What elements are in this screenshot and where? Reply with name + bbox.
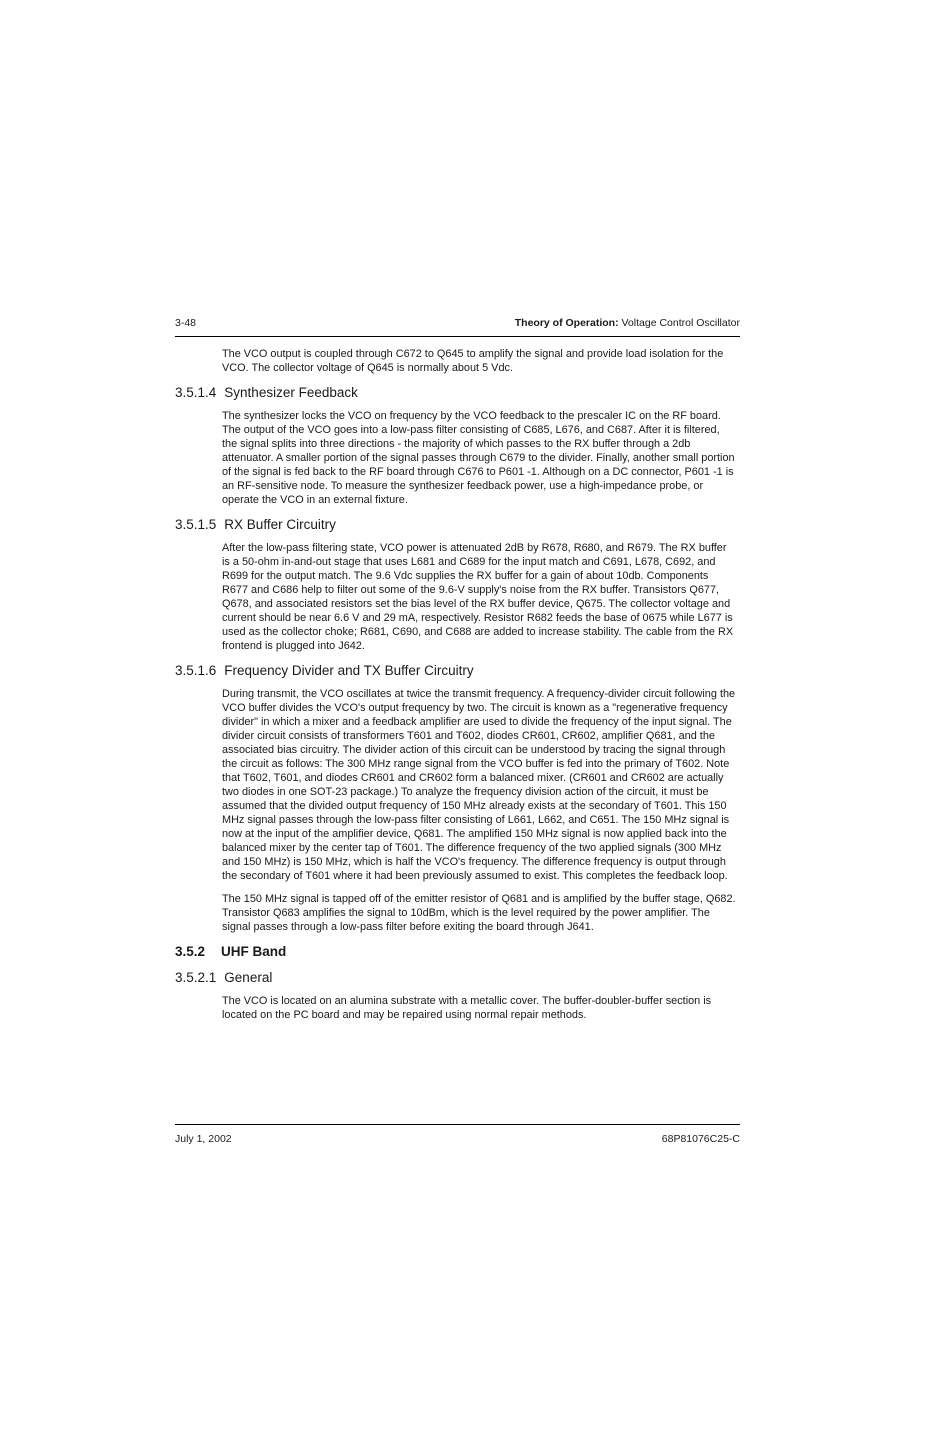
- section-title: Frequency Divider and TX Buffer Circuitry: [224, 663, 474, 678]
- synthesizer-feedback-paragraph: The synthesizer locks the VCO on frequency by the VCO feedback to the prescaler IC on the RF board. The output of the VCO goes into a low-pass filter consisting of C685, L676, and C687. After it is filtered, the signal splits into three directions - the majority of which passes to the RX buffer through a 2db attenuator. A smaller portion of the signal passes through C679 to the divider. Finally, another small portion of the signal is fed back to the RF board through C676 to P601 -1. Although on a DC connector, P601 -1 is an RF-sensitive node. To measure the synthesizer feedback power, use a high-impedance probe, or operate the VCO in an external fixture.: [222, 410, 735, 506]
- heading-general: [175, 970, 740, 986]
- frequency-divider-paragraph-2: The 150 MHz signal is tapped off of the emitter resistor of Q681 and is amplified by the buffer stage, Q682. Transistor Q683 amplifies the signal to 10dBm, which is the level required by the power amplifier. The signal passes through a low-pass filter before exiting the board through J641.: [222, 893, 736, 933]
- section-title: Synthesizer Feedback: [224, 385, 358, 400]
- section-title: RX Buffer Circuitry: [224, 517, 336, 532]
- page-footer: [175, 1124, 740, 1147]
- section-title: UHF Band: [221, 944, 287, 959]
- section-number: 3.5.2.1: [175, 970, 217, 985]
- frequency-divider-paragraph-1: During transmit, the VCO oscillates at twice the transmit frequency. A frequency-divider circuit following the VCO buffer divides the VCO's output frequency by two. The circuit is known as a "regenerative frequency divider" in which a mixer and a feedback amplifier are used to divide the frequency of the input signal. The divider circuit consists of transformers T601 and T602, diodes CR601, CR602, amplifier Q681, and the associated bias circuitry. The divider action of this circuit can be understood by tracing the signal through the circuit as follows: The 300 MHz range signal from the VCO buffer is fed into the primary of T602. Note that T602, T601, and diodes CR601 and CR602 form a balanced mixer. (CR601 and CR602 are actually two diodes in one SOT-23 package.) To analyze the frequency division action of the circuit, it must be assumed that the divided output frequency of 150 MHz already exists at the secondary of T601. This 150 MHz signal passes through the low-pass filter consisting of L661, L662, and C651. The 150 MHz signal is now at the input of the amplifier device, Q681. The amplified 150 MHz signal is now applied back into the balanced mixer by the center tap of T601. The difference frequency of the two applied signals (300 MHz and 150 MHz) is 150 MHz, which is half the VCO's frequency. The difference frequency is output through the secondary of T601 where it had been previously assumed to exist. This completes the feedback loop.: [222, 688, 736, 882]
- page-content: [175, 347, 740, 1031]
- running-title-rest: Voltage Control Oscillator: [618, 317, 740, 329]
- document-number: 68P81076C25-C: [661, 1133, 740, 1145]
- section-number: 3.5.1.4: [175, 385, 217, 400]
- section-number: 3.5.2: [175, 944, 206, 959]
- heading-rx-buffer: [175, 517, 740, 533]
- page-number: 3-48: [175, 317, 197, 329]
- heading-frequency-divider: [175, 663, 740, 679]
- heading-synthesizer-feedback: [175, 385, 740, 401]
- section-number: 3.5.1.6: [175, 663, 217, 678]
- general-paragraph: The VCO is located on an alumina substrate with a metallic cover. The buffer-doubler-buffer section is located on the PC board and may be repaired using normal repair methods.: [222, 995, 712, 1021]
- section-title: General: [224, 970, 273, 985]
- page-header: [175, 316, 740, 337]
- publication-date: July 1, 2002: [175, 1133, 232, 1145]
- running-title-bold: Theory of Operation:: [514, 317, 619, 329]
- heading-uhf-band: [175, 944, 740, 960]
- rx-buffer-paragraph: After the low-pass filtering state, VCO power is attenuated 2dB by R678, R680, and R679. The RX buffer is a 50-ohm in-and-out stage that uses L681 and C689 for the input match and C691, L678, C692, and R699 for the output match. The 9.6 Vdc supplies the RX buffer for a gain of about 10db. Components R677 and C686 help to filter out some of the 9.6-V supply's noise from the RX buffer. Transistors Q677, Q678, and associated resistors set the bias level of the RX buffer device, Q675. The collector voltage and current should be near 6.6 V and 29 mA, respectively. Resistor R682 feeds the base of 0675 while L677 is used as the collector choke; R681, C690, and C688 are added to increase stability. The cable from the RX frontend is plugged into J642.: [222, 542, 734, 652]
- section-number: 3.5.1.5: [175, 517, 217, 532]
- running-title: [515, 317, 740, 329]
- intro-paragraph: The VCO output is coupled through C672 to Q645 to amplify the signal and provide load isolation for the VCO. The collector voltage of Q645 is normally about 5 Vdc.: [222, 348, 724, 374]
